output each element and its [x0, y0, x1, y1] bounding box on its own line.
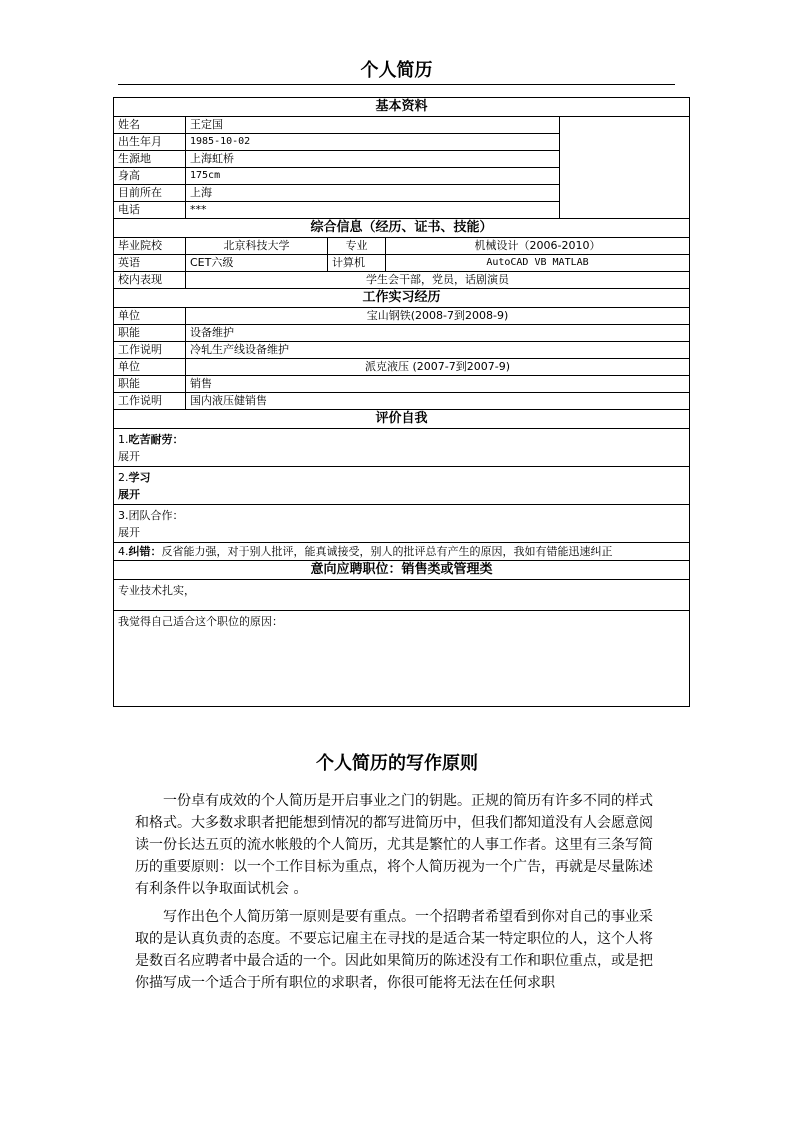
label-school: 毕业院校 — [114, 238, 186, 255]
eval-item-4 — [114, 543, 690, 561]
value-location: 上海 — [186, 185, 560, 202]
eval-num: 2. — [118, 471, 129, 484]
label-name: 姓名 — [114, 117, 186, 134]
label-major: 专业 — [328, 238, 386, 255]
label-role-2: 职能 — [114, 376, 186, 393]
eval-expand[interactable]: 展开 — [118, 450, 140, 463]
label-unit-2: 单位 — [114, 359, 186, 376]
value-phone: *** — [186, 202, 560, 219]
eval-title: 学习 — [128, 471, 151, 484]
section-general-header: 综合信息（经历、证书、技能） — [114, 219, 690, 238]
essay-title: 个人简历的写作原则 — [316, 753, 478, 774]
value-major: 机械设计（2006-2010） — [386, 238, 690, 255]
value-school: 北京科技大学 — [186, 238, 328, 255]
essay-paragraph-1: 一份卓有成效的个人简历是开启事业之门的钥匙。正规的简历有许多不同的样式和格式。大多数求职者把能想到情况的都写进简历中，但我们都知道没有人会愿意阅读一份长达五页的流水帐般的个人简历，尤其是繁忙的人事工作者。这里有三条写简历的重要原则：以一个工作目标为重点，将个人简历视为一个广告，再就是尽量陈述有利条件以争取面试机会 。 — [135, 793, 653, 897]
label-phone: 电话 — [114, 202, 186, 219]
value-role-2: 销售 — [186, 376, 690, 393]
label-origin: 生源地 — [114, 151, 186, 168]
eval-title: 纠错： — [128, 544, 162, 558]
eval-body: 反省能力强，对于别人批评，能真诚接受，别人的批评总有产生的原因，我如有错能迅速纠正 — [161, 544, 613, 558]
value-birth: 1985-10-02 — [186, 134, 560, 151]
photo-area — [560, 117, 690, 219]
resume-table — [113, 97, 690, 707]
value-height: 175cm — [186, 168, 560, 185]
section-work-header: 工作实习经历 — [114, 289, 690, 308]
label-computer: 计算机 — [328, 255, 386, 272]
value-computer: AutoCAD VB MATLAB — [386, 255, 690, 272]
label-campus: 校内表现 — [114, 272, 186, 289]
value-campus: 学生会干部，党员，话剧演员 — [186, 272, 690, 289]
section-intent-header: 意向应聘职位：销售类或管理类 — [114, 561, 690, 580]
label-english: 英语 — [114, 255, 186, 272]
value-name: 王定国 — [186, 117, 560, 134]
eval-item-1 — [114, 429, 690, 467]
eval-expand[interactable]: 展开 — [118, 488, 140, 501]
eval-num: 4. — [118, 544, 129, 558]
intent-skill: 专业技术扎实， — [114, 580, 690, 611]
value-unit-1: 宝山钢铁(2008-7到2008-9) — [186, 308, 690, 325]
label-unit-1: 单位 — [114, 308, 186, 325]
label-desc-2: 工作说明 — [114, 393, 186, 410]
eval-item-3 — [114, 505, 690, 543]
eval-title: 团队合作： — [128, 509, 184, 522]
value-desc-1: 冷轧生产线设备维护 — [186, 342, 690, 359]
value-role-1: 设备维护 — [186, 325, 690, 342]
eval-expand[interactable]: 展开 — [118, 526, 140, 539]
label-height: 身高 — [114, 168, 186, 185]
label-role-1: 职能 — [114, 325, 186, 342]
label-birth: 出生年月 — [114, 134, 186, 151]
value-english: CET六级 — [186, 255, 328, 272]
value-unit-2: 派克液压 (2007-7到2007-9) — [186, 359, 690, 376]
intent-reason: 我觉得自己适合这个职位的原因： — [114, 611, 690, 707]
section-self-eval-header: 评价自我 — [114, 410, 690, 429]
value-desc-2: 国内液压健销售 — [186, 393, 690, 410]
value-origin: 上海虹桥 — [186, 151, 560, 168]
eval-item-2 — [114, 467, 690, 505]
page-title: 个人简历 — [118, 58, 675, 85]
eval-num: 1. — [118, 433, 129, 446]
section-basic-header: 基本资料 — [114, 98, 690, 117]
essay-paragraph-2: 写作出色个人简历第一原则是要有重点。一个招聘者希望看到你对自己的事业采取的是认真负责的态度。不要忘记雇主在寻找的是适合某一特定职位的人，这个人将是数百名应聘者中最合适的一个。因此如果简历的陈述没有工作和职位重点，或是把你描写成一个适合于所有职位的求职者，你很可能将无法在任何求职 — [135, 909, 653, 991]
label-desc-1: 工作说明 — [114, 342, 186, 359]
eval-title: 吃苦耐劳： — [128, 433, 184, 446]
label-location: 目前所在 — [114, 185, 186, 202]
eval-num: 3. — [118, 509, 129, 522]
